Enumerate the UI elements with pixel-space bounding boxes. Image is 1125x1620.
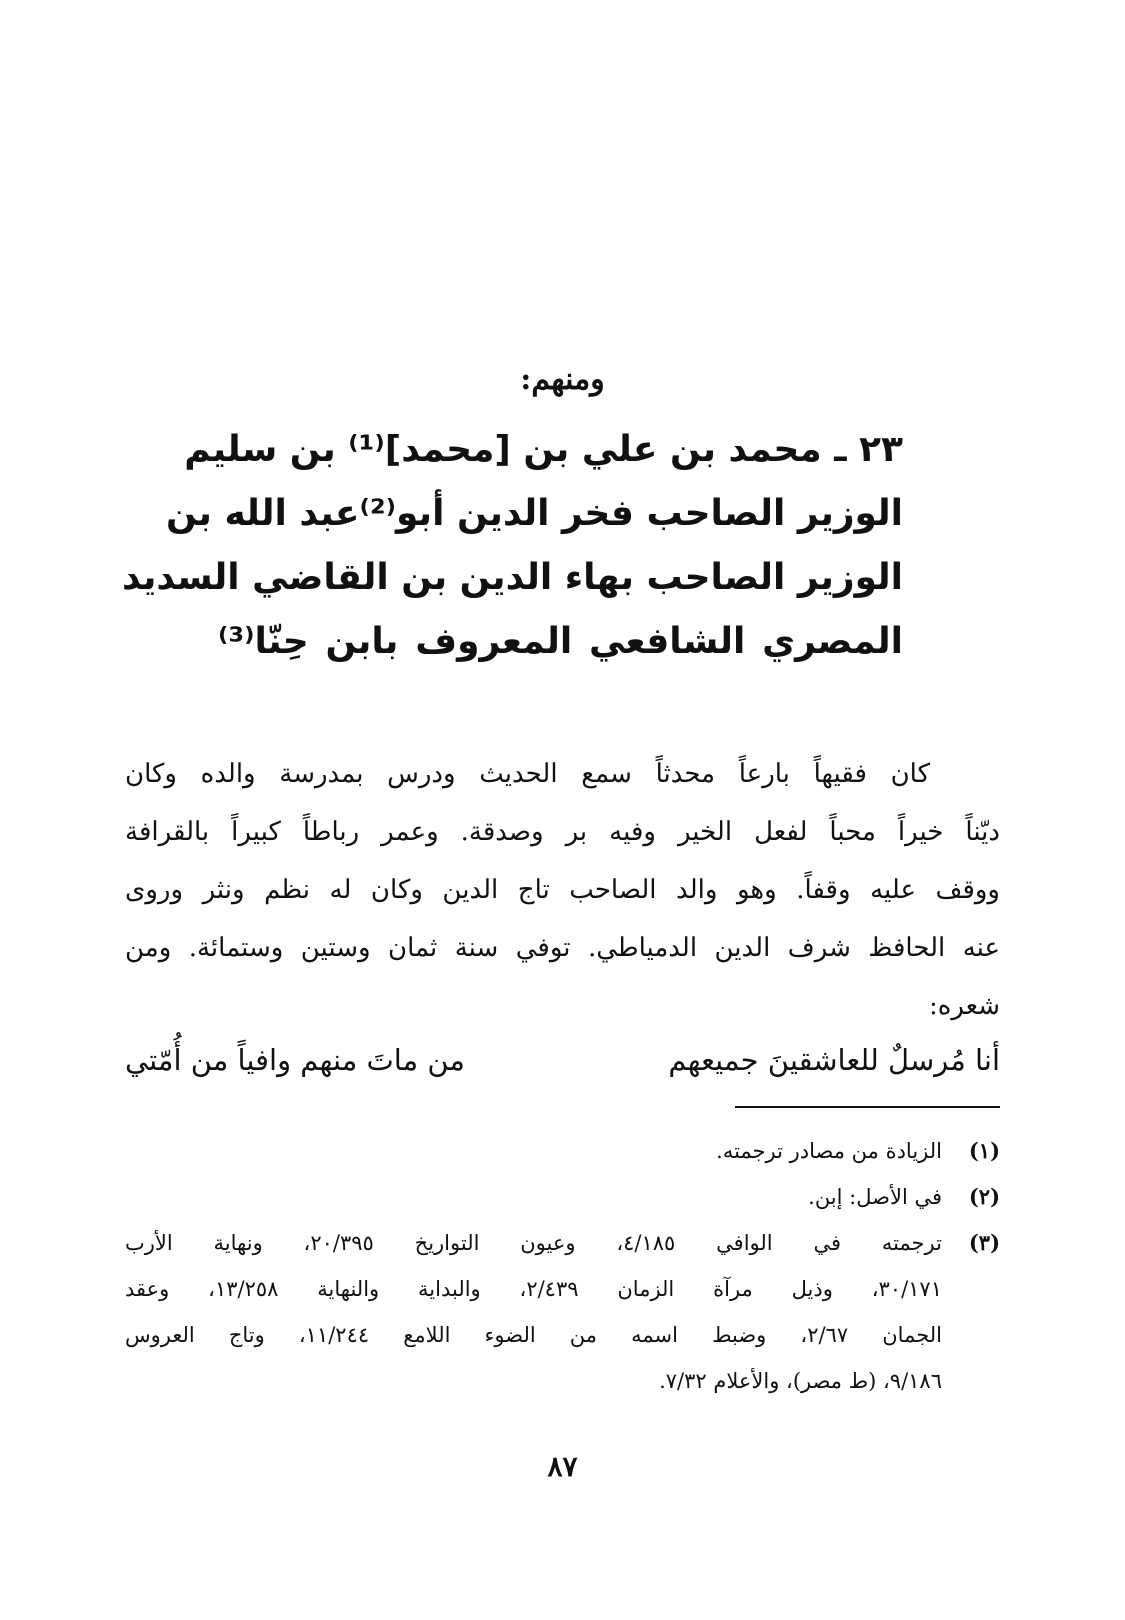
- footnote-divider: [735, 1106, 1000, 1108]
- footnote-text: [125, 1128, 942, 1174]
- paragraph-line: ووقف عليه وقفاً. وهو والد الصاحب تاج الدين وكان له نظم ونثر وروى: [125, 875, 1000, 905]
- footnote-line: الجمان ٢/٦٧، وضبط اسمه من الضوء اللامع ١١/٢٤٤، وتاج العروس: [125, 1323, 942, 1347]
- entry-heading: [122, 418, 903, 674]
- biography-paragraph: [125, 745, 1000, 1035]
- footnote-3: [125, 1220, 1000, 1404]
- paragraph-line: عنه الحافظ شرف الدين الدمياطي. توفي سنة ثمان وستين وستمائة. ومن: [125, 933, 1000, 963]
- footnote-line: ٩/١٨٦، (ط مصر)، والأعلام ٧/٣٢.: [659, 1369, 942, 1393]
- footnote-line: ٣٠/١٧١، وذيل مرآة الزمان ٢/٤٣٩، والبداية والنهاية ١٣/٢٥٨، وعقد: [125, 1277, 942, 1301]
- page-number: ٨٧: [547, 1450, 578, 1483]
- footnote-2: [125, 1174, 1000, 1220]
- footnote-1: [125, 1128, 1000, 1174]
- footnote-text: [125, 1174, 942, 1220]
- verse-first-hemistich: أنا مُرسلٌ للعاشقينَ جميعهم: [668, 1043, 1000, 1077]
- paragraph-line: ديّناً خيراً محباً لفعل الخير وفيه بر وصدقة. وعمر رباطاً كبيراً بالقرافة: [125, 817, 1000, 847]
- footnote-number: (١): [968, 1138, 1000, 1163]
- verse-second-hemistich: من ماتَ منهم وافياً من أُمّتي: [125, 1043, 465, 1077]
- heading-line: المصري الشافعي المعروف بابن حِنّا⁽³⁾: [218, 621, 903, 662]
- section-label: ومنهم:: [520, 362, 605, 397]
- footnote-text: [125, 1220, 942, 1404]
- poetry-verse: [125, 1030, 1000, 1090]
- footnote-number: (٢): [968, 1184, 1000, 1209]
- footnote-line: الزيادة من مصادر ترجمته.: [716, 1139, 942, 1163]
- heading-line: ٢٣ ـ محمد بن علي بن [محمد]⁽¹⁾ بن سليم: [184, 429, 903, 470]
- footnotes: [125, 1128, 1000, 1404]
- paragraph-line: شعره:: [928, 991, 1000, 1021]
- footnote-line: ترجمته في الوافي ٤/١٨٥، وعيون التواريخ ٢٠/٣٩٥، ونهاية الأرب: [125, 1231, 942, 1255]
- footnote-line: في الأصل: إبن.: [808, 1185, 942, 1209]
- heading-line: الوزير الصاحب فخر الدين أبو⁽²⁾عبد الله بن: [166, 493, 903, 534]
- heading-line: الوزير الصاحب بهاء الدين بن القاضي السديد: [122, 557, 903, 598]
- footnote-number: (٣): [968, 1230, 1000, 1255]
- paragraph-line: كان فقيهاً بارعاً محدثاً سمع الحديث ودرس بمدرسة والده وكان: [125, 759, 930, 789]
